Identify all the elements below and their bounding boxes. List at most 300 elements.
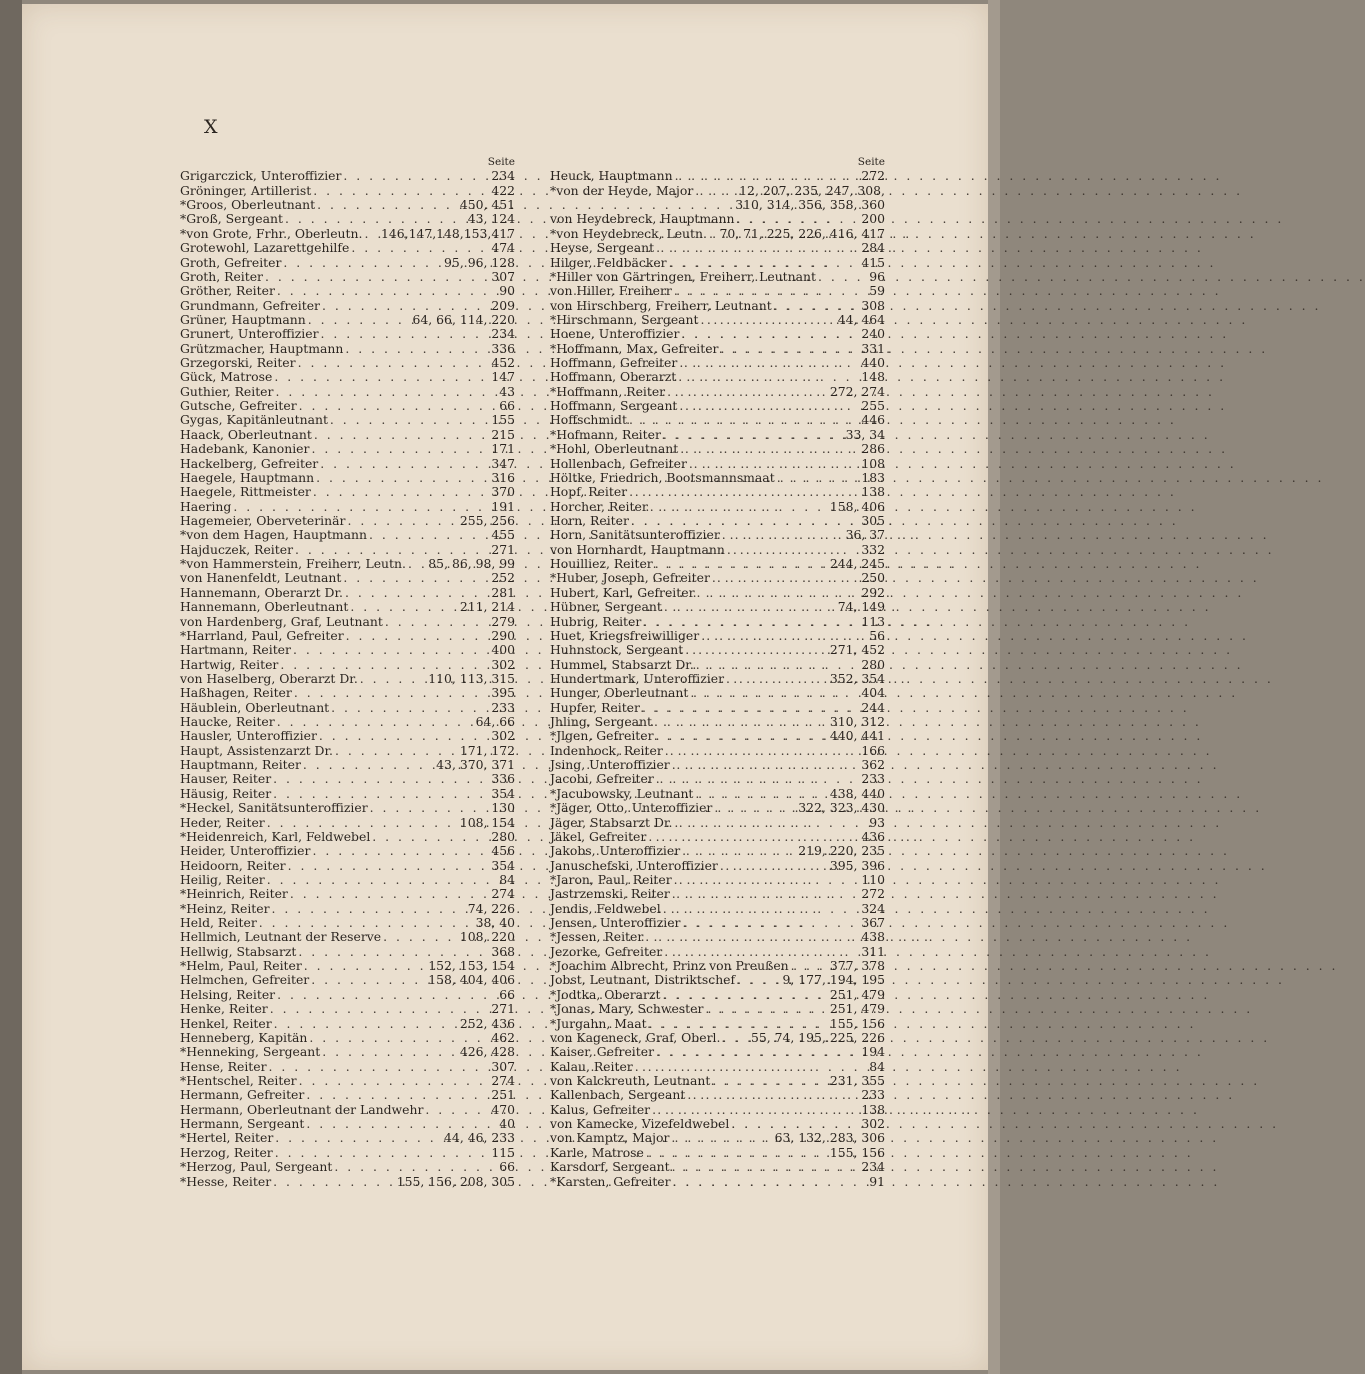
entry-pages: 311 [861, 943, 885, 959]
index-entry [550, 658, 885, 672]
index-entry [180, 844, 515, 858]
index-entry [550, 571, 885, 585]
entry-name: Gutsche, Gefreiter [180, 398, 297, 414]
entry-name: Hopf, Reiter [550, 484, 628, 500]
entry-pages: 233 [491, 699, 515, 715]
entry-name: *Huber, Joseph, Gefreiter [550, 570, 710, 586]
leader-dots [661, 428, 846, 442]
entry-name: Hummel, Stabsarzt Dr. [550, 656, 694, 672]
leader-dots [672, 873, 862, 887]
leader-dots [341, 169, 491, 183]
entry-name: Gröninger, Artillerist [180, 182, 312, 198]
entry-pages: 194 [861, 1044, 885, 1060]
entry-pages: 307 [491, 1058, 515, 1074]
entry-pages: 91 [869, 1173, 885, 1189]
leader-dots [406, 557, 428, 571]
entry-name: Hauptmann, Reiter [180, 757, 301, 773]
entry-pages: 354 [491, 857, 515, 873]
entry-pages: 255, 256 [459, 512, 515, 528]
leader-dots [271, 1175, 397, 1189]
entry-pages: 440 [861, 355, 885, 371]
entry-name: Jäger, Stabsarzt Dr. [550, 814, 673, 830]
index-entry [550, 370, 885, 384]
entry-name: Huhnstock, Sergeant [550, 642, 684, 658]
entry-name: Hoffmann, Gefreiter [550, 355, 678, 371]
index-entry [550, 916, 885, 930]
entry-pages: 354 [491, 785, 515, 801]
entry-name: Guthier, Reiter [180, 383, 274, 399]
entry-pages: 110 [861, 871, 885, 887]
entry-name: Hellwig, Stabsarzt [180, 943, 297, 959]
leader-dots [314, 471, 491, 485]
leader-dots [693, 787, 829, 801]
entry-pages: 108, 154 [459, 814, 515, 830]
index-entry [180, 658, 515, 672]
entry-name: Kalus, Gefreiter [550, 1101, 651, 1117]
entry-pages: 66 [499, 1159, 515, 1175]
entry-name: *von dem Hagen, Hauptmann [180, 527, 368, 543]
entry-pages: 183 [861, 469, 885, 485]
leader-dots [669, 1131, 774, 1145]
leader-dots [633, 1060, 870, 1074]
entry-name: Horn, Sanitätsunteroffizier [550, 527, 720, 543]
entry-name: Jobst, Leutnant, Distriktschef [550, 972, 736, 988]
entry-name: Henneberg, Kapitän [180, 1029, 308, 1045]
entry-pages: 155, 156, 208, 305 [396, 1173, 515, 1189]
leader-dots [816, 270, 869, 284]
entry-pages: 93 [869, 814, 885, 830]
index-entry [180, 528, 515, 542]
entry-pages: 255 [861, 398, 885, 414]
entry-pages: 70, 71, 225, 226, 416, 417 [719, 225, 885, 241]
leader-dots [368, 801, 492, 815]
entry-name: Häusig, Reiter [180, 785, 272, 801]
entry-pages: 95, 96, 128 [444, 254, 515, 270]
entry-pages: 370 [491, 484, 515, 500]
entry-pages: 456 [491, 843, 515, 859]
leader-dots [231, 500, 491, 514]
index-entry [550, 528, 885, 542]
leader-dots [265, 873, 500, 887]
entry-pages: 302 [861, 1116, 885, 1132]
entry-name: *Hoffmann, Reiter [550, 383, 666, 399]
index-entry [180, 457, 515, 471]
entry-pages: 347 [491, 455, 515, 471]
index-entry [180, 930, 515, 944]
entry-pages: 452 [491, 355, 515, 371]
entry-pages: 244 [861, 699, 885, 715]
index-entry [550, 586, 885, 600]
leader-dots [309, 442, 491, 456]
entry-pages: 231, 355 [829, 1073, 885, 1088]
leader-dots [329, 701, 491, 715]
leader-dots [627, 413, 861, 427]
index-column-left [180, 155, 515, 1189]
index-entry [550, 816, 885, 830]
leader-dots [275, 284, 499, 298]
leader-dots [306, 313, 413, 327]
entry-name: Hoffmann, Sergeant [550, 398, 678, 414]
entry-name: Held, Reiter [180, 915, 257, 931]
entry-name: *Hoffmann, Max, Gefreiter [550, 340, 719, 356]
entry-name: *von Heydebreck, Leutn. [550, 225, 707, 241]
leader-dots [268, 1002, 492, 1016]
entry-name: *Hentschel, Reiter [180, 1073, 297, 1088]
entry-name: Kalau, Reiter [550, 1058, 633, 1074]
index-entry [180, 1031, 515, 1045]
index-entry [550, 543, 885, 557]
leader-dots [647, 1017, 830, 1031]
entry-pages: 455 [491, 527, 515, 543]
entry-pages: 234 [861, 1159, 885, 1175]
entry-name: Hübner, Sergeant [550, 599, 662, 615]
entry-pages: 302 [491, 728, 515, 744]
index-entry [550, 1131, 885, 1145]
entry-pages: 108, 220 [459, 929, 515, 945]
leader-dots [734, 212, 861, 226]
entry-name: *Henneking, Sergeant [180, 1044, 321, 1060]
index-entry [180, 600, 515, 614]
entry-name: *Jlgen, Gefreiter [550, 728, 654, 744]
leader-dots [676, 370, 861, 384]
index-column-right [550, 155, 885, 1189]
leader-dots [257, 916, 476, 930]
index-entry [180, 399, 515, 413]
entry-pages: 415 [861, 254, 885, 270]
entry-pages: 209 [491, 297, 515, 313]
leader-dots [296, 356, 492, 370]
column-header-seite: Seite [487, 156, 515, 168]
index-entry [550, 772, 885, 786]
entry-name: Herzog, Reiter [180, 1144, 273, 1160]
index-entry [550, 428, 885, 442]
leader-dots [661, 902, 862, 916]
leader-dots [381, 930, 460, 944]
leader-dots [281, 256, 444, 270]
entry-pages: 64, 66 [475, 714, 515, 730]
index-entry [180, 1017, 515, 1031]
index-entry [180, 988, 515, 1002]
index-entry [550, 930, 885, 944]
entry-pages: 90 [499, 283, 515, 299]
index-entry [180, 212, 515, 226]
index-entry [180, 327, 515, 341]
leader-dots [332, 1160, 499, 1174]
leader-dots [273, 385, 499, 399]
leader-dots [718, 342, 861, 356]
entry-pages: 281 [491, 584, 515, 600]
entry-name: von Kamptz, Major [550, 1130, 670, 1146]
index-entry [180, 227, 515, 241]
leader-dots [699, 313, 838, 327]
entry-name: von Kamecke, Vizefeldwebel [550, 1116, 730, 1132]
entry-pages: 271, 452 [829, 642, 885, 658]
entry-name: Hannemann, Oberarzt Dr. [180, 584, 343, 600]
entry-pages: 215 [491, 426, 515, 442]
entry-pages: 74, 226 [467, 900, 515, 916]
index-entry [180, 744, 515, 758]
entry-name: *Heinz, Reiter [180, 900, 270, 916]
entry-name: Hoene, Unteroffizier [550, 326, 680, 342]
entry-name: *Hiller von Gärtringen, Freiherr, Leutnant [550, 268, 816, 284]
entry-name: *Herzog, Paul, Sergeant [180, 1159, 333, 1175]
entry-name: Heidoorn, Reiter [180, 857, 286, 873]
index-entry [180, 1117, 515, 1131]
index-entry [180, 830, 515, 844]
leader-dots [672, 284, 869, 298]
entry-pages: 55, 74, 195, 225, 226 [751, 1029, 885, 1045]
index-entry [180, 198, 515, 212]
entry-name: *Hohl, Oberleutnant [550, 441, 679, 457]
leader-dots [358, 672, 429, 686]
entry-name: Heider, Unteroffizier [180, 843, 311, 859]
index-entry [550, 787, 885, 801]
index-entry [180, 370, 515, 384]
entry-name: Hartwig, Reiter [180, 656, 279, 672]
page-number: X [204, 116, 219, 138]
leader-dots [660, 988, 829, 1002]
index-entry [550, 672, 885, 686]
index-entry [180, 772, 515, 786]
leader-dots [270, 902, 468, 916]
index-entry [180, 571, 515, 585]
leader-dots [643, 930, 861, 944]
entry-name: Hilger, Feldbäcker [550, 254, 667, 270]
index-entry [180, 1060, 515, 1074]
leader-dots [367, 528, 491, 542]
entry-pages: 251, 479 [829, 1001, 885, 1017]
entry-pages: 234 [491, 326, 515, 342]
entry-name: *Hertel, Reiter [180, 1130, 274, 1146]
entry-pages: 426, 428 [459, 1044, 515, 1060]
entry-name: von Hiller, Freiherr [550, 283, 672, 299]
index-entry [550, 758, 885, 772]
index-entry [550, 973, 885, 987]
leader-dots [286, 859, 492, 873]
entry-pages: 240 [861, 326, 885, 342]
leader-dots [685, 1088, 861, 1102]
entry-name: Huet, Kriegsfreiwilliger [550, 627, 700, 643]
entry-pages: 152, 153, 154 [428, 958, 515, 974]
index-entry [180, 284, 515, 298]
entry-pages: 332 [861, 541, 885, 557]
leader-dots [629, 514, 861, 528]
index-entry [180, 959, 515, 973]
entry-name: Hubert, Karl, Gefreiter [550, 584, 695, 600]
leader-dots [694, 658, 862, 672]
leader-dots [304, 1088, 491, 1102]
entry-name: Jacobi, Gefreiter [550, 771, 654, 787]
leader-dots [680, 844, 798, 858]
leader-dots [712, 801, 798, 815]
leader-dots [304, 1117, 499, 1131]
index-entry [550, 629, 885, 643]
leader-dots [654, 772, 862, 786]
leader-dots [267, 1060, 492, 1074]
leader-dots [278, 658, 491, 672]
entry-pages: 200 [861, 211, 885, 227]
index-entry [180, 615, 515, 629]
entry-pages: 322, 323, 430 [798, 800, 885, 816]
leader-dots [679, 327, 861, 341]
entry-name: Hollenbach, Gefreiter [550, 455, 687, 471]
leader-dots [265, 816, 460, 830]
entry-pages: 395 [491, 685, 515, 701]
leader-dots [693, 184, 739, 198]
entry-name: Hunger, Oberleutnant [550, 685, 689, 701]
entry-name: Hausler, Unteroffizier [180, 728, 317, 744]
index-entry [180, 1175, 515, 1189]
index-entry [180, 1002, 515, 1016]
index-entry [180, 241, 515, 255]
leader-dots [307, 1031, 491, 1045]
leader-dots [688, 686, 861, 700]
entry-name: *Helm, Paul, Reiter [180, 958, 302, 974]
index-entry [550, 959, 885, 973]
entry-name: Indenhock, Reiter [550, 742, 663, 758]
entry-name: *von Hammerstein, Freiherr, Leutn. [180, 556, 406, 572]
entry-pages: 352, 354 [829, 670, 885, 686]
leader-dots [349, 241, 491, 255]
entry-name: Kaiser, Gefreiter [550, 1044, 655, 1060]
index-entry [180, 945, 515, 959]
entry-name: von Hanenfeldt, Leutnant [180, 570, 342, 586]
index-entry [180, 902, 515, 916]
entry-pages: 252 [491, 570, 515, 586]
entry-name: von Hardenberg, Graf, Leutnant [180, 613, 383, 629]
leader-dots [302, 959, 429, 973]
entry-name: *Jacubowsky, Leutnant [550, 785, 694, 801]
entry-name: Hermann, Oberleutnant der Landwehr [180, 1101, 424, 1117]
index-entry [180, 413, 515, 427]
entry-pages: 12, 207, 235, 247, 308, [739, 182, 885, 198]
entry-name: Hermann, Sergeant [180, 1116, 305, 1132]
leader-dots [683, 643, 830, 657]
index-entry [550, 1175, 885, 1189]
entry-name: Haack, Oberleutnant [180, 426, 312, 442]
entry-name: Hauser, Reiter [180, 771, 272, 787]
entry-name: Hajduczek, Reiter [180, 541, 293, 557]
leader-dots [627, 485, 861, 499]
leader-dots [671, 1175, 870, 1189]
leader-dots [272, 370, 491, 384]
entry-pages: 302 [491, 656, 515, 672]
entry-pages: 305 [861, 512, 885, 528]
index-entry [180, 586, 515, 600]
leader-dots [297, 1074, 492, 1088]
index-entry [550, 241, 885, 255]
index-entry [180, 500, 515, 514]
entry-pages: 74, 149 [837, 599, 885, 615]
leader-dots [640, 701, 861, 715]
index-entry [550, 801, 885, 815]
entry-pages: 316 [491, 469, 515, 485]
entry-name: von Kageneck, Graf, Oberl. [550, 1029, 721, 1045]
entry-pages: 191 [491, 498, 515, 514]
leader-dots [677, 356, 861, 370]
index-entry [550, 873, 885, 887]
index-entry [180, 859, 515, 873]
entry-name: Horcher, Reiter [550, 498, 648, 514]
index-entry [180, 801, 515, 815]
index-entry [180, 1131, 515, 1145]
entry-name: Hermann, Gefreiter [180, 1087, 305, 1103]
entry-name: Haßhagen, Reiter [180, 685, 292, 701]
entry-name: *Jonas, Mary, Schwester [550, 1001, 704, 1017]
index-entry [180, 356, 515, 370]
entry-name: Grigarczick, Unteroffizier [180, 168, 342, 184]
leader-dots [663, 744, 862, 758]
entry-pages: 234 [491, 168, 515, 184]
index-entry [550, 327, 885, 341]
entry-pages: 404 [861, 685, 885, 701]
entry-pages: 292 [861, 584, 885, 600]
entry-pages: 138 [861, 484, 885, 500]
leader-dots [648, 500, 830, 514]
entry-pages: 56 [869, 627, 885, 643]
index-entry [180, 514, 515, 528]
entry-name: Hagemeier, Oberveterinär [180, 512, 346, 528]
index-entry [550, 1146, 885, 1160]
entry-pages: 155 [491, 412, 515, 428]
column-header-seite: Seite [857, 156, 885, 168]
entry-name: Jhling, Sergeant [550, 714, 653, 730]
entry-pages: 284 [861, 240, 885, 256]
index-entry [550, 988, 885, 1002]
entry-pages: 274 [491, 886, 515, 902]
entry-name: Hadebank, Kanonier [180, 441, 310, 457]
leader-dots [310, 844, 491, 858]
index-entry [180, 729, 515, 743]
index-entry [180, 313, 515, 327]
entry-name: Groth, Reiter [180, 268, 263, 284]
entry-pages: 308 [861, 297, 885, 313]
leader-dots [720, 528, 846, 542]
index-entry [550, 643, 885, 657]
entry-name: Horn, Reiter [550, 512, 629, 528]
entry-pages: 33, 34 [845, 426, 885, 442]
index-entry [550, 744, 885, 758]
index-entry [550, 442, 885, 456]
entry-pages: 324 [861, 900, 885, 916]
entry-name: von Kalckreuth, Leutnant [550, 1073, 711, 1088]
leader-dots [729, 1117, 861, 1131]
entry-name: Grundmann, Gefreiter [180, 297, 320, 313]
leader-dots [291, 643, 491, 657]
entry-pages: 85, 86, 98, 99 [428, 556, 515, 572]
entry-name: Grunert, Unteroffizier [180, 326, 319, 342]
entry-name: von Heydebreck, Hauptmann [550, 211, 735, 227]
index-entry [180, 873, 515, 887]
index-entry [180, 442, 515, 456]
index-entry [550, 313, 885, 327]
index-entry [550, 385, 885, 399]
index-entry [180, 1160, 515, 1174]
entry-name: Haering [180, 498, 232, 514]
index-entry [550, 729, 885, 743]
entry-name: Höltke, Friedrich, Bootsmannsmaat [550, 469, 775, 485]
index-entry [180, 1088, 515, 1102]
entry-name: Haegele, Hauptmann [180, 469, 315, 485]
entry-name: Hartmann, Reiter [180, 642, 291, 658]
leader-dots [667, 256, 862, 270]
leader-dots [677, 399, 861, 413]
index-entry [550, 1117, 885, 1131]
index-entry [180, 629, 515, 643]
leader-dots [311, 184, 491, 198]
entry-name: Haupt, Assistenzarzt Dr. [180, 742, 333, 758]
leader-dots [328, 413, 491, 427]
